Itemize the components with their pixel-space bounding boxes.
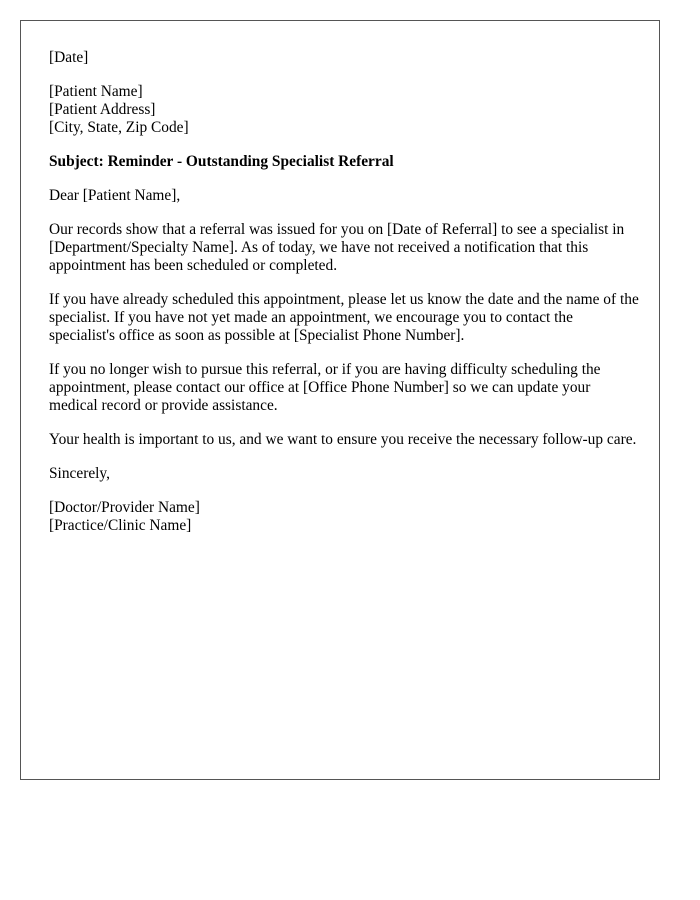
letter-page — [20, 20, 660, 780]
body-paragraph-4: Your health is important to us, and we want to ensure you receive the necessary follow-up care. — [49, 431, 637, 448]
body-paragraph-1: Our records show that a referral was issued for you on [Date of Referral] to see a specialist in [Department/Specialty Name]. As of today, we have not received a notification that this appointment has been scheduled or completed. — [49, 221, 625, 274]
practice-name: [Practice/Clinic Name] — [49, 517, 192, 534]
provider-name: [Doctor/Provider Name] — [49, 499, 200, 516]
body-paragraph-3: If you no longer wish to pursue this referral, or if you are having difficulty scheduling the appointment, please contact our office at [Office Phone Number] so we can update your medical record or provide assistance. — [49, 361, 601, 414]
letter-body — [49, 49, 639, 551]
body-paragraph-2: If you have already scheduled this appointment, please let us know the date and the name of the specialist. If you have not yet made an appointment, we encourage you to contact the specialist's office as soon as possible at [Specialist Phone Number]. — [49, 291, 639, 344]
letter-subject: Subject: Reminder - Outstanding Specialist Referral — [49, 153, 394, 170]
recipient-block — [49, 83, 639, 137]
signature-block — [49, 499, 639, 535]
recipient-address: [Patient Address] — [49, 101, 156, 118]
letter-salutation: Dear [Patient Name], — [49, 187, 181, 204]
recipient-name: [Patient Name] — [49, 83, 143, 100]
recipient-city-state-zip: [City, State, Zip Code] — [49, 119, 189, 136]
letter-date: [Date] — [49, 49, 89, 66]
letter-closing: Sincerely, — [49, 465, 110, 482]
